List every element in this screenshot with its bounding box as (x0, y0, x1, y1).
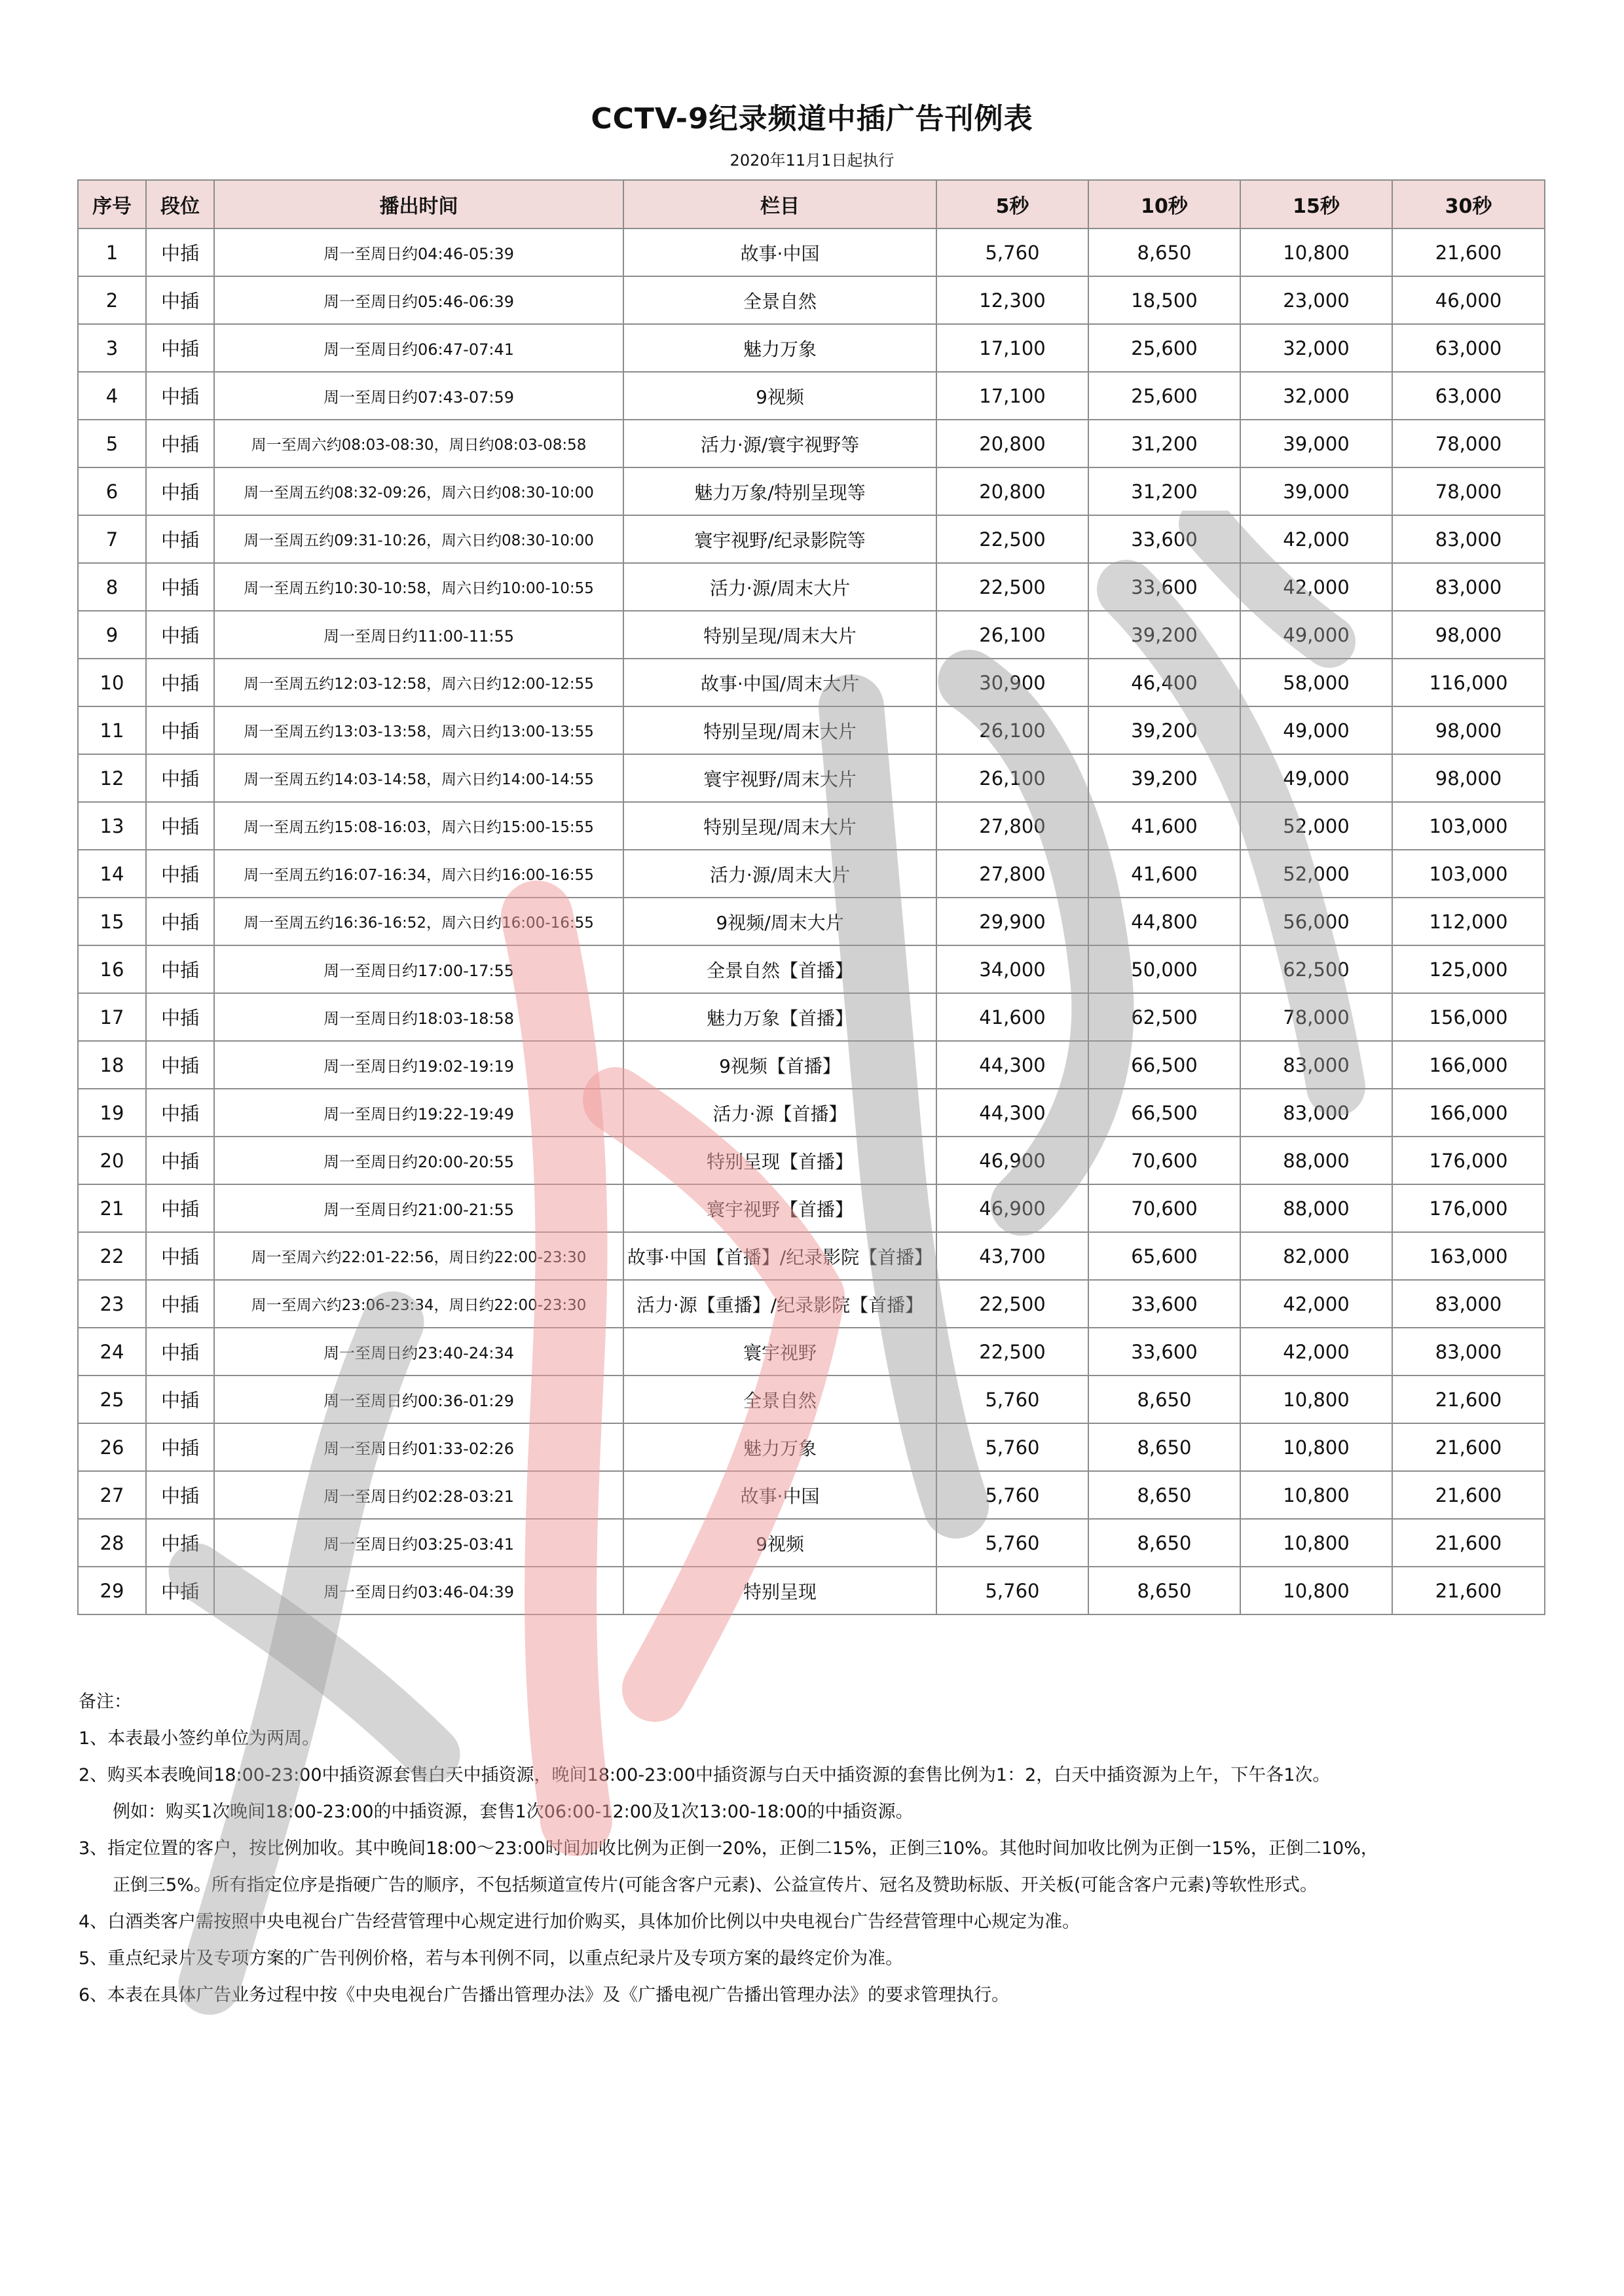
cell-no: 20 (78, 1137, 146, 1184)
header-no: 序号 (78, 180, 146, 228)
cell-price-15s: 10,800 (1240, 1423, 1392, 1471)
effective-date: 2020年11月1日起执行 (729, 151, 895, 170)
cell-price-30s: 163,000 (1392, 1232, 1545, 1280)
cell-price-15s: 10,800 (1240, 228, 1392, 276)
cell-price-5s: 5,760 (936, 1376, 1088, 1423)
cell-price-15s: 83,000 (1240, 1089, 1392, 1137)
table-row (78, 228, 1545, 276)
cell-airtime: 周一至周日约04:46-05:39 (214, 228, 623, 276)
cell-price-30s: 78,000 (1392, 467, 1545, 515)
cell-segment: 中插 (146, 945, 214, 993)
cell-segment: 中插 (146, 706, 214, 754)
cell-price-15s: 82,000 (1240, 1232, 1392, 1280)
cell-price-5s: 46,900 (936, 1137, 1088, 1184)
cell-airtime: 周一至周五约10:30-10:58，周六日约10:00-10:55 (214, 563, 623, 611)
cell-price-10s: 39,200 (1088, 611, 1240, 659)
cell-segment: 中插 (146, 420, 214, 467)
cell-price-30s: 21,600 (1392, 1567, 1545, 1614)
cell-program: 寰宇视野 (623, 1328, 936, 1376)
cell-price-15s: 88,000 (1240, 1184, 1392, 1232)
header-program: 栏目 (623, 180, 936, 228)
cell-no: 6 (78, 467, 146, 515)
header-airtime: 播出时间 (214, 180, 623, 228)
cell-segment: 中插 (146, 563, 214, 611)
cell-price-5s: 26,100 (936, 611, 1088, 659)
cell-program: 全景自然【首播】 (623, 945, 936, 993)
note-line: 3、指定位置的客户，按比例加收。其中晚间18:00～23:00时间加收比例为正倒一20%，正倒二15%，正倒三10%。其他时间加收比例为正倒一15%，正倒二10%， (79, 1838, 1378, 1859)
cell-program: 魅力万象 (623, 1423, 936, 1471)
cell-price-30s: 83,000 (1392, 1280, 1545, 1328)
cell-airtime: 周一至周六约23:06-23:34，周日约22:00-23:30 (214, 1280, 623, 1328)
cell-segment: 中插 (146, 754, 214, 802)
cell-price-15s: 52,000 (1240, 850, 1392, 898)
cell-segment: 中插 (146, 1376, 214, 1423)
header-15s: 15秒 (1240, 180, 1392, 228)
cell-program: 9视频/周末大片 (623, 898, 936, 945)
cell-price-10s: 65,600 (1088, 1232, 1240, 1280)
cell-price-30s: 103,000 (1392, 802, 1545, 850)
cell-airtime: 周一至周日约03:46-04:39 (214, 1567, 623, 1614)
cell-no: 9 (78, 611, 146, 659)
cell-price-30s: 21,600 (1392, 1376, 1545, 1423)
cell-price-30s: 166,000 (1392, 1041, 1545, 1089)
cell-segment: 中插 (146, 324, 214, 372)
cell-price-5s: 20,800 (936, 467, 1088, 515)
cell-price-10s: 18,500 (1088, 276, 1240, 324)
cell-airtime: 周一至周日约11:00-11:55 (214, 611, 623, 659)
cell-segment: 中插 (146, 276, 214, 324)
cell-price-30s: 83,000 (1392, 563, 1545, 611)
table-row (78, 1280, 1545, 1328)
cell-no: 7 (78, 515, 146, 563)
cell-no: 4 (78, 372, 146, 420)
cell-price-10s: 33,600 (1088, 515, 1240, 563)
cell-segment: 中插 (146, 515, 214, 563)
table-row (78, 563, 1545, 611)
note-line: 5、重点纪录片及专项方案的广告刊例价格，若与本刊例不同，以重点纪录片及专项方案的最终定价为准。 (79, 1948, 904, 1969)
cell-no: 19 (78, 1089, 146, 1137)
cell-segment: 中插 (146, 467, 214, 515)
table-row (78, 1232, 1545, 1280)
cell-price-15s: 32,000 (1240, 372, 1392, 420)
cell-program: 寰宇视野【首播】 (623, 1184, 936, 1232)
cell-price-10s: 33,600 (1088, 563, 1240, 611)
cell-no: 13 (78, 802, 146, 850)
note-line: 1、本表最小签约单位为两周。 (79, 1728, 320, 1749)
cell-price-30s: 103,000 (1392, 850, 1545, 898)
cell-price-5s: 22,500 (936, 515, 1088, 563)
cell-segment: 中插 (146, 993, 214, 1041)
cell-price-10s: 25,600 (1088, 324, 1240, 372)
cell-no: 17 (78, 993, 146, 1041)
table-header-row (78, 180, 1545, 228)
table-row (78, 420, 1545, 467)
cell-price-15s: 39,000 (1240, 467, 1392, 515)
cell-price-5s: 22,500 (936, 1328, 1088, 1376)
cell-price-15s: 39,000 (1240, 420, 1392, 467)
cell-price-30s: 116,000 (1392, 659, 1545, 706)
cell-price-30s: 21,600 (1392, 1423, 1545, 1471)
cell-segment: 中插 (146, 659, 214, 706)
cell-program: 特别呈现【首播】 (623, 1137, 936, 1184)
cell-price-30s: 98,000 (1392, 754, 1545, 802)
cell-no: 24 (78, 1328, 146, 1376)
cell-price-10s: 46,400 (1088, 659, 1240, 706)
cell-airtime: 周一至周日约00:36-01:29 (214, 1376, 623, 1423)
cell-price-10s: 31,200 (1088, 467, 1240, 515)
cell-airtime: 周一至周日约01:33-02:26 (214, 1423, 623, 1471)
cell-price-15s: 42,000 (1240, 1328, 1392, 1376)
cell-price-30s: 63,000 (1392, 372, 1545, 420)
cell-segment: 中插 (146, 1232, 214, 1280)
cell-price-5s: 43,700 (936, 1232, 1088, 1280)
table-row (78, 467, 1545, 515)
note-line: 例如：购买1次晚间18:00-23:00的中插资源，套售1次06:00-12:00及1次13:00-18:00的中插资源。 (113, 1802, 913, 1822)
cell-airtime: 周一至周五约09:31-10:26，周六日约08:30-10:00 (214, 515, 623, 563)
cell-price-15s: 78,000 (1240, 993, 1392, 1041)
cell-price-10s: 70,600 (1088, 1184, 1240, 1232)
cell-program: 特别呈现/周末大片 (623, 802, 936, 850)
cell-airtime: 周一至周日约06:47-07:41 (214, 324, 623, 372)
table-row (78, 1137, 1545, 1184)
cell-price-30s: 125,000 (1392, 945, 1545, 993)
note-line: 正倒三5%。所有指定位序是指硬广告的顺序，不包括频道宣传片(可能含客户元素)、公益宣传片、冠名及赞助标版、开关板(可能含客户元素)等软性形式。 (113, 1875, 1318, 1895)
cell-program: 故事·中国/周末大片 (623, 659, 936, 706)
cell-segment: 中插 (146, 372, 214, 420)
cell-airtime: 周一至周日约17:00-17:55 (214, 945, 623, 993)
cell-price-5s: 27,800 (936, 802, 1088, 850)
table-row (78, 1376, 1545, 1423)
cell-program: 9视频 (623, 1519, 936, 1567)
cell-segment: 中插 (146, 850, 214, 898)
cell-segment: 中插 (146, 1137, 214, 1184)
cell-segment: 中插 (146, 1184, 214, 1232)
cell-segment: 中插 (146, 1089, 214, 1137)
cell-airtime: 周一至周日约19:02-19:19 (214, 1041, 623, 1089)
cell-price-5s: 5,760 (936, 1519, 1088, 1567)
cell-segment: 中插 (146, 1471, 214, 1519)
cell-price-5s: 30,900 (936, 659, 1088, 706)
cell-no: 29 (78, 1567, 146, 1614)
cell-price-5s: 12,300 (936, 276, 1088, 324)
table-row (78, 276, 1545, 324)
cell-price-5s: 22,500 (936, 1280, 1088, 1328)
cell-price-5s: 5,760 (936, 1423, 1088, 1471)
table-row (78, 1089, 1545, 1137)
cell-price-5s: 44,300 (936, 1089, 1088, 1137)
cell-no: 21 (78, 1184, 146, 1232)
cell-price-30s: 98,000 (1392, 611, 1545, 659)
cell-program: 魅力万象/特别呈现等 (623, 467, 936, 515)
notes-section (79, 1684, 1545, 2014)
cell-program: 故事·中国 (623, 1471, 936, 1519)
cell-price-15s: 42,000 (1240, 1280, 1392, 1328)
table-row (78, 1519, 1545, 1567)
cell-program: 特别呈现 (623, 1567, 936, 1614)
cell-price-10s: 8,650 (1088, 1471, 1240, 1519)
cell-price-10s: 66,500 (1088, 1089, 1240, 1137)
cell-airtime: 周一至周五约14:03-14:58，周六日约14:00-14:55 (214, 754, 623, 802)
cell-airtime: 周一至周日约05:46-06:39 (214, 276, 623, 324)
cell-price-10s: 41,600 (1088, 850, 1240, 898)
table-row (78, 1567, 1545, 1614)
table-row (78, 324, 1545, 372)
cell-price-30s: 21,600 (1392, 1519, 1545, 1567)
cell-airtime: 周一至周日约23:40-24:34 (214, 1328, 623, 1376)
cell-airtime: 周一至周五约16:07-16:34，周六日约16:00-16:55 (214, 850, 623, 898)
cell-airtime: 周一至周日约02:28-03:21 (214, 1471, 623, 1519)
table-row (78, 1041, 1545, 1089)
cell-segment: 中插 (146, 898, 214, 945)
cell-airtime: 周一至周日约19:22-19:49 (214, 1089, 623, 1137)
cell-price-15s: 10,800 (1240, 1567, 1392, 1614)
cell-price-10s: 8,650 (1088, 1423, 1240, 1471)
cell-program: 活力·源【首播】 (623, 1089, 936, 1137)
cell-price-30s: 83,000 (1392, 515, 1545, 563)
cell-price-5s: 41,600 (936, 993, 1088, 1041)
cell-airtime: 周一至周日约21:00-21:55 (214, 1184, 623, 1232)
table-body (78, 228, 1545, 1614)
cell-price-10s: 41,600 (1088, 802, 1240, 850)
cell-price-15s: 52,000 (1240, 802, 1392, 850)
cell-price-15s: 62,500 (1240, 945, 1392, 993)
table-row (78, 993, 1545, 1041)
table-row (78, 659, 1545, 706)
cell-price-15s: 23,000 (1240, 276, 1392, 324)
cell-program: 故事·中国 (623, 228, 936, 276)
cell-price-10s: 8,650 (1088, 228, 1240, 276)
table-row (78, 1423, 1545, 1471)
cell-program: 故事·中国【首播】/纪录影院【首播】 (623, 1232, 936, 1280)
cell-price-10s: 39,200 (1088, 754, 1240, 802)
cell-price-5s: 46,900 (936, 1184, 1088, 1232)
cell-price-10s: 44,800 (1088, 898, 1240, 945)
cell-price-5s: 34,000 (936, 945, 1088, 993)
cell-price-15s: 49,000 (1240, 706, 1392, 754)
cell-price-30s: 78,000 (1392, 420, 1545, 467)
table-row (78, 706, 1545, 754)
cell-no: 8 (78, 563, 146, 611)
cell-segment: 中插 (146, 228, 214, 276)
cell-airtime: 周一至周日约20:00-20:55 (214, 1137, 623, 1184)
cell-price-30s: 166,000 (1392, 1089, 1545, 1137)
cell-price-30s: 176,000 (1392, 1137, 1545, 1184)
header-30s: 30秒 (1392, 180, 1545, 228)
table-row (78, 1328, 1545, 1376)
cell-program: 9视频【首播】 (623, 1041, 936, 1089)
cell-price-15s: 49,000 (1240, 754, 1392, 802)
header-segment: 段位 (146, 180, 214, 228)
cell-segment: 中插 (146, 1423, 214, 1471)
cell-segment: 中插 (146, 611, 214, 659)
table-row (78, 515, 1545, 563)
cell-price-10s: 8,650 (1088, 1567, 1240, 1614)
table-row (78, 1471, 1545, 1519)
cell-price-15s: 58,000 (1240, 659, 1392, 706)
cell-program: 魅力万象【首播】 (623, 993, 936, 1041)
cell-price-15s: 10,800 (1240, 1376, 1392, 1423)
cell-program: 特别呈现/周末大片 (623, 611, 936, 659)
cell-airtime: 周一至周六约22:01-22:56，周日约22:00-23:30 (214, 1232, 623, 1280)
cell-no: 2 (78, 276, 146, 324)
header-5s: 5秒 (936, 180, 1088, 228)
cell-program: 魅力万象 (623, 324, 936, 372)
cell-price-15s: 42,000 (1240, 563, 1392, 611)
cell-no: 1 (78, 228, 146, 276)
cell-program: 活力·源/周末大片 (623, 850, 936, 898)
cell-price-30s: 156,000 (1392, 993, 1545, 1041)
cell-price-10s: 62,500 (1088, 993, 1240, 1041)
cell-airtime: 周一至周五约08:32-09:26，周六日约08:30-10:00 (214, 467, 623, 515)
cell-program: 活力·源/寰宇视野等 (623, 420, 936, 467)
cell-airtime: 周一至周日约07:43-07:59 (214, 372, 623, 420)
cell-price-5s: 17,100 (936, 324, 1088, 372)
cell-no: 16 (78, 945, 146, 993)
cell-price-30s: 46,000 (1392, 276, 1545, 324)
cell-price-15s: 10,800 (1240, 1471, 1392, 1519)
notes-list (79, 1721, 1545, 2014)
cell-price-30s: 83,000 (1392, 1328, 1545, 1376)
cell-airtime: 周一至周日约03:25-03:41 (214, 1519, 623, 1567)
header-10s: 10秒 (1088, 180, 1240, 228)
rate-table (77, 179, 1545, 1615)
cell-program: 特别呈现/周末大片 (623, 706, 936, 754)
cell-program: 寰宇视野/纪录影院等 (623, 515, 936, 563)
cell-program: 活力·源【重播】/纪录影院【首播】 (623, 1280, 936, 1328)
table-row (78, 945, 1545, 993)
cell-price-5s: 26,100 (936, 754, 1088, 802)
cell-segment: 中插 (146, 802, 214, 850)
cell-program: 9视频 (623, 372, 936, 420)
cell-airtime: 周一至周五约12:03-12:58，周六日约12:00-12:55 (214, 659, 623, 706)
cell-no: 11 (78, 706, 146, 754)
cell-price-30s: 63,000 (1392, 324, 1545, 372)
cell-airtime: 周一至周五约13:03-13:58，周六日约13:00-13:55 (214, 706, 623, 754)
cell-no: 23 (78, 1280, 146, 1328)
cell-price-5s: 29,900 (936, 898, 1088, 945)
cell-price-10s: 39,200 (1088, 706, 1240, 754)
cell-price-10s: 33,600 (1088, 1328, 1240, 1376)
cell-no: 5 (78, 420, 146, 467)
cell-no: 27 (78, 1471, 146, 1519)
cell-airtime: 周一至周日约18:03-18:58 (214, 993, 623, 1041)
cell-airtime: 周一至周五约15:08-16:03，周六日约15:00-15:55 (214, 802, 623, 850)
cell-no: 12 (78, 754, 146, 802)
table-row (78, 802, 1545, 850)
cell-price-15s: 42,000 (1240, 515, 1392, 563)
cell-segment: 中插 (146, 1280, 214, 1328)
table-row (78, 611, 1545, 659)
note-line: 6、本表在具体广告业务过程中按《中央电视台广告播出管理办法》及《广播电视广告播出管理办法》的要求管理执行。 (79, 1985, 1010, 2005)
table-row (78, 898, 1545, 945)
cell-price-5s: 5,760 (936, 1471, 1088, 1519)
cell-price-15s: 83,000 (1240, 1041, 1392, 1089)
cell-no: 26 (78, 1423, 146, 1471)
cell-price-10s: 8,650 (1088, 1376, 1240, 1423)
cell-no: 22 (78, 1232, 146, 1280)
table-row (78, 1184, 1545, 1232)
cell-price-5s: 44,300 (936, 1041, 1088, 1089)
table-row (78, 372, 1545, 420)
cell-segment: 中插 (146, 1328, 214, 1376)
cell-price-5s: 5,760 (936, 228, 1088, 276)
cell-no: 15 (78, 898, 146, 945)
cell-price-5s: 26,100 (936, 706, 1088, 754)
cell-program: 活力·源/周末大片 (623, 563, 936, 611)
cell-price-30s: 176,000 (1392, 1184, 1545, 1232)
cell-price-10s: 33,600 (1088, 1280, 1240, 1328)
cell-price-30s: 98,000 (1392, 706, 1545, 754)
cell-segment: 中插 (146, 1519, 214, 1567)
cell-program: 全景自然 (623, 276, 936, 324)
table-row (78, 754, 1545, 802)
cell-price-5s: 22,500 (936, 563, 1088, 611)
cell-price-30s: 21,600 (1392, 1471, 1545, 1519)
cell-price-5s: 17,100 (936, 372, 1088, 420)
cell-price-10s: 31,200 (1088, 420, 1240, 467)
page-title: CCTV-9纪录频道中插广告刊例表 (591, 102, 1033, 136)
cell-price-30s: 112,000 (1392, 898, 1545, 945)
cell-price-15s: 10,800 (1240, 1519, 1392, 1567)
cell-price-15s: 32,000 (1240, 324, 1392, 372)
cell-program: 寰宇视野/周末大片 (623, 754, 936, 802)
cell-no: 14 (78, 850, 146, 898)
note-line: 4、白酒类客户需按照中央电视台广告经营管理中心规定进行加价购买，具体加价比例以中央电视台广告经营管理中心规定为准。 (79, 1912, 1080, 1932)
cell-price-15s: 56,000 (1240, 898, 1392, 945)
cell-price-30s: 21,600 (1392, 228, 1545, 276)
cell-price-10s: 70,600 (1088, 1137, 1240, 1184)
cell-price-10s: 8,650 (1088, 1519, 1240, 1567)
cell-airtime: 周一至周六约08:03-08:30，周日约08:03-08:58 (214, 420, 623, 467)
cell-price-10s: 50,000 (1088, 945, 1240, 993)
cell-price-5s: 5,760 (936, 1567, 1088, 1614)
cell-price-15s: 88,000 (1240, 1137, 1392, 1184)
cell-segment: 中插 (146, 1041, 214, 1089)
table-row (78, 850, 1545, 898)
notes-heading: 备注： (79, 1692, 132, 1712)
cell-price-5s: 20,800 (936, 420, 1088, 467)
cell-segment: 中插 (146, 1567, 214, 1614)
cell-price-5s: 27,800 (936, 850, 1088, 898)
note-line: 2、购买本表晚间18:00-23:00中插资源套售白天中插资源，晚间18:00-23:00中插资源与白天中插资源的套售比例为1：2，白天中插资源为上午，下午各1次。 (79, 1765, 1331, 1785)
cell-no: 3 (78, 324, 146, 372)
cell-airtime: 周一至周五约16:36-16:52，周六日约16:00-16:55 (214, 898, 623, 945)
cell-price-10s: 66,500 (1088, 1041, 1240, 1089)
cell-no: 18 (78, 1041, 146, 1089)
cell-price-15s: 49,000 (1240, 611, 1392, 659)
cell-price-10s: 25,600 (1088, 372, 1240, 420)
cell-no: 28 (78, 1519, 146, 1567)
cell-program: 全景自然 (623, 1376, 936, 1423)
cell-no: 25 (78, 1376, 146, 1423)
cell-no: 10 (78, 659, 146, 706)
